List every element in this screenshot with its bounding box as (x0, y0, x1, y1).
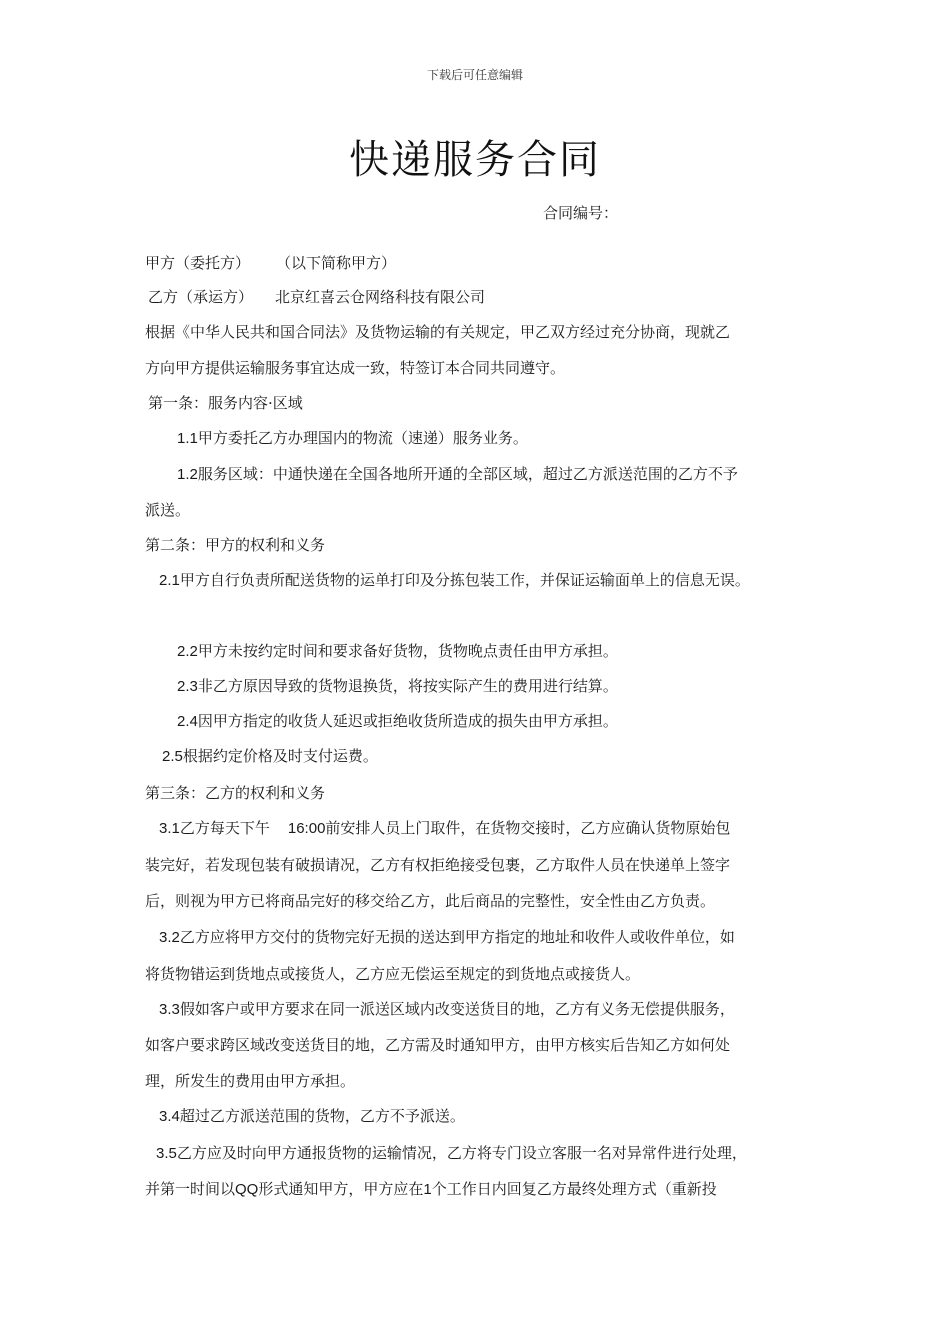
clause-1-2-continued: 派送。 (145, 501, 191, 519)
clause-text-mid: 形式通知甲方，甲方应在 (258, 1180, 424, 1198)
clause-3-5 (156, 1143, 747, 1164)
article-2-title: 第二条：甲方的权利和义务 (145, 536, 326, 554)
clause-number: 3.2 (159, 929, 180, 946)
clause-number: 2.2 (177, 643, 198, 660)
clause-text: 乙方应将甲方交付的货物完好无损的送达到甲方指定的地址和收件人或收件单位，如 (179, 928, 735, 946)
party-a-note: （以下简称甲方） (276, 254, 397, 272)
party-b-label: 乙方（承运方） (148, 288, 254, 306)
header-note: 下载后可任意编辑 (426, 68, 523, 82)
clause-3-2 (159, 927, 735, 948)
clause-text: 甲方未按约定时间和要求备好货物，货物晚点责任由甲方承担。 (197, 642, 618, 660)
clause-text: 根据约定价格及时支付运费。 (182, 747, 378, 765)
clause-1-2 (177, 464, 738, 485)
article-1-title: 第一条：服务内容·区域 (148, 394, 303, 412)
clause-3-3-line-2: 如客户要求跨区域改变送货目的地，乙方需及时通知甲方，由甲方核实后告知乙方如何处 (145, 1036, 731, 1054)
clause-3-5-line-2 (145, 1179, 717, 1200)
intro-line-2: 方向甲方提供运输服务事宜达成一致，特签订本合同共同遵守。 (145, 359, 566, 377)
clause-text-post: 个工作日内回复乙方最终处理方式（重新投 (431, 1180, 717, 1198)
day-count: 1 (423, 1181, 432, 1198)
clause-text: 超过乙方派送范围的货物，乙方不予派送。 (179, 1107, 465, 1125)
clause-number: 2.4 (177, 713, 198, 730)
clause-2-5 (162, 746, 378, 767)
clause-2-3 (177, 676, 618, 697)
intro-line-1: 根据《中华人民共和国合同法》及货物运输的有关规定，甲乙双方经过充分协商，现就乙 (145, 323, 731, 341)
party-b-line (148, 287, 485, 307)
clause-number: 2.3 (177, 678, 198, 695)
clause-3-1-line-2: 装完好，若发现包装有破损请况，乙方有权拒绝接受包裹，乙方取件人员在快递单上签字 (145, 856, 731, 874)
qq-text: QQ (235, 1181, 259, 1198)
clause-number: 1.1 (177, 430, 198, 447)
clause-text: 因甲方指定的收货人延迟或拒绝收货所造成的损失由甲方承担。 (197, 712, 618, 730)
party-a-line (145, 253, 396, 273)
clause-number: 3.4 (159, 1108, 180, 1125)
clause-3-4 (159, 1106, 465, 1127)
clause-text: 假如客户或甲方要求在同一派送区域内改变送货目的地，乙方有义务无偿提供服务， (179, 1000, 735, 1018)
clause-text-pre: 并第一时间以 (145, 1180, 236, 1198)
clause-number: 3.5 (156, 1145, 177, 1162)
party-a-label: 甲方（委托方） (145, 254, 251, 272)
clause-text-post: 前安排人员上门取件，在货物交接时，乙方应确认货物原始包 (325, 819, 731, 837)
document-title: 快递服务合同 (349, 137, 601, 183)
clause-number: 1.2 (177, 466, 198, 483)
clause-text: 乙方应及时向甲方通报货物的运输情况，乙方将专门设立客服一名对异常件进行处理， (176, 1144, 747, 1162)
clause-number: 2.5 (162, 748, 183, 765)
clause-3-1 (159, 818, 730, 839)
clause-number: 3.1 (159, 820, 180, 837)
clause-3-3 (159, 999, 735, 1020)
contract-number-label: 合同编号： (543, 204, 619, 222)
clause-text: 甲方自行负责所配送货物的运单打印及分拣包装工作，并保证运输面单上的信息无误。 (179, 571, 750, 589)
party-b-name: 北京红喜云仓网络科技有限公司 (275, 288, 486, 306)
clause-2-1 (159, 570, 750, 591)
clause-number: 2.1 (159, 572, 180, 589)
clause-1-1 (177, 428, 528, 449)
clause-3-3-line-3: 理，所发生的费用由甲方承担。 (145, 1072, 356, 1090)
clause-3-2-line-2: 将货物错运到货地点或接货人，乙方应无偿运至规定的到货地点或接货人。 (145, 965, 641, 983)
article-3-title: 第三条：乙方的权利和义务 (145, 784, 326, 802)
clause-text-pre: 乙方每天下午 (179, 819, 270, 837)
clause-3-1-line-3: 后，则视为甲方已将商品完好的移交给乙方，此后商品的完整性，安全性由乙方负责。 (145, 892, 716, 910)
pickup-time: 16:00 (287, 820, 326, 837)
clause-2-2 (177, 641, 618, 662)
clause-text: 非乙方原因导致的货物退换货，将按实际产生的费用进行结算。 (197, 677, 618, 695)
clause-number: 3.3 (159, 1001, 180, 1018)
clause-text: 甲方委托乙方办理国内的物流（速递）服务业务。 (197, 429, 528, 447)
clause-2-4 (177, 711, 618, 732)
clause-text: 服务区域：中通快递在全国各地所开通的全部区域，超过乙方派送范围的乙方不予 (197, 465, 738, 483)
